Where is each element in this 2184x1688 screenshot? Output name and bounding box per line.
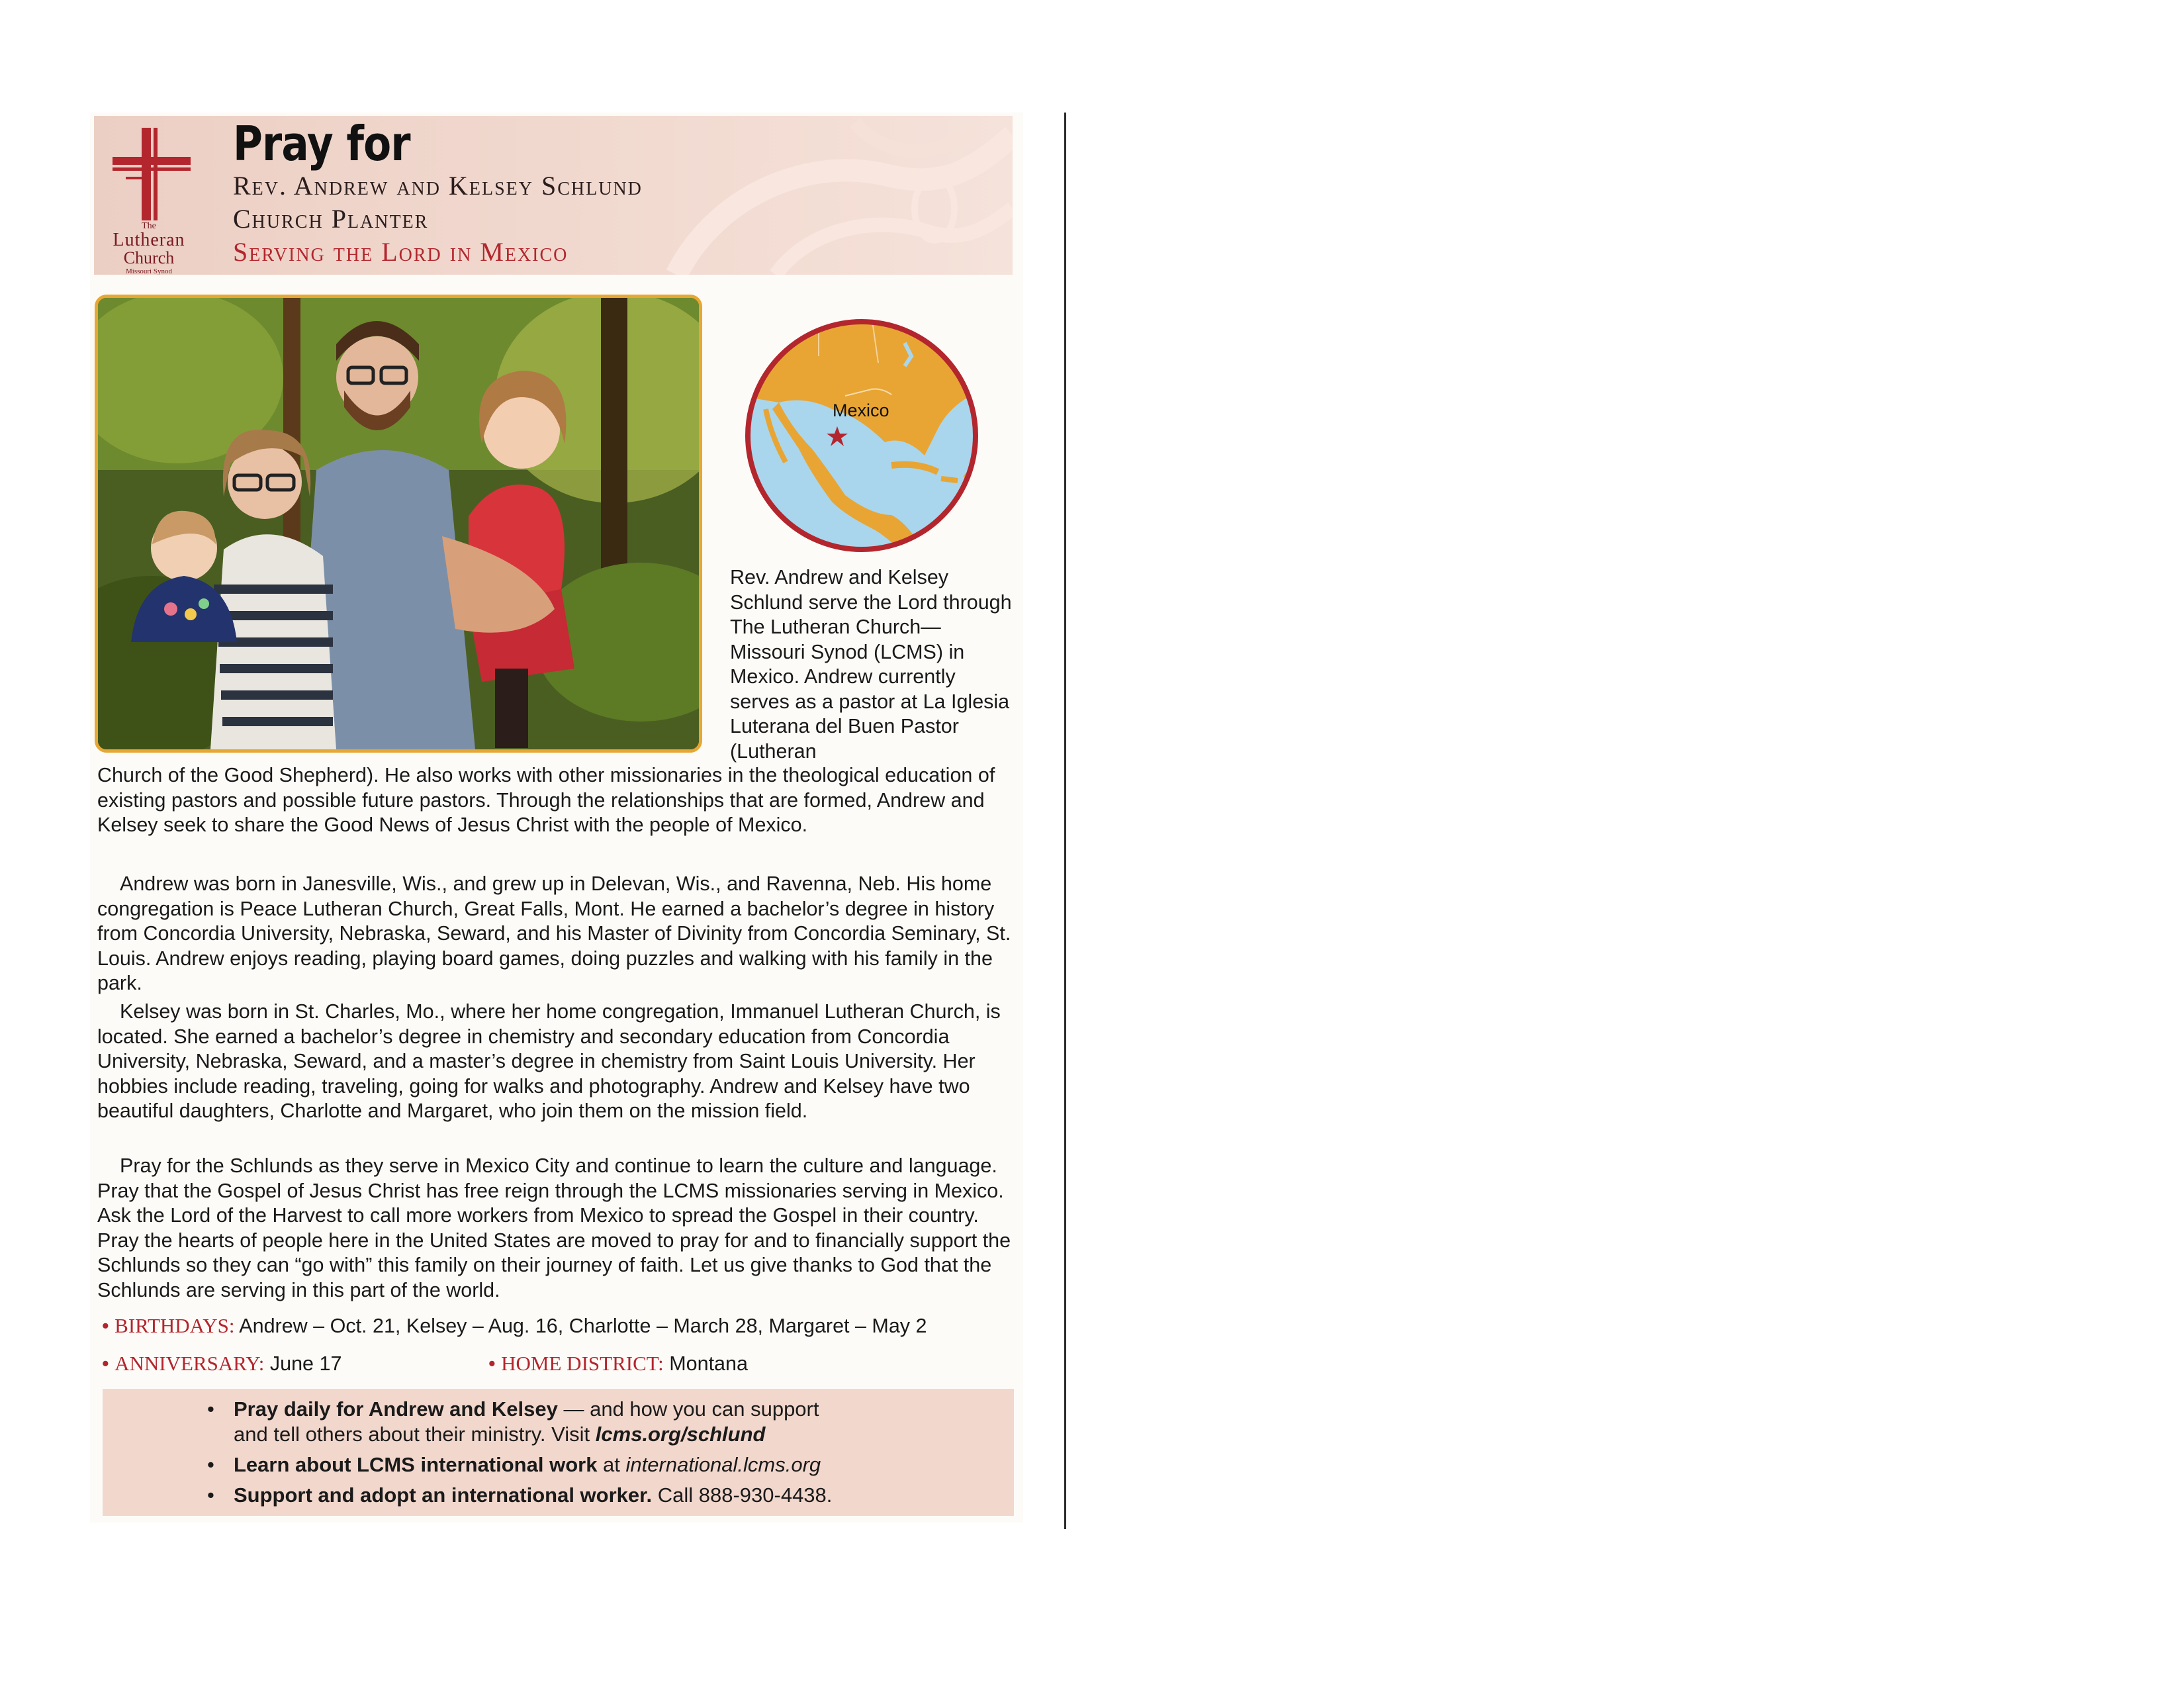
logo-lutheran: Lutheran xyxy=(113,230,185,250)
action-pray-bold: Pray daily for Andrew and Kelsey xyxy=(234,1397,558,1421)
missionary-names: Rev. Andrew and Kelsey Schlund xyxy=(233,171,643,201)
paragraph-ministry: Church of the Good Shepherd). He also works with other missionaries in the theological education of existing pastors and possible future pastors. Through the relationships that are formed, Andrew and Kelsey seek to share the Good News of Jesus Christ with the people of Mexico. xyxy=(97,764,995,836)
action-learn-bold: Learn about LCMS international work xyxy=(234,1453,598,1476)
logo-the: The xyxy=(142,221,156,231)
logo-church: Church xyxy=(123,248,175,267)
birthdays-value: Andrew – Oct. 21, Kelsey – Aug. 16, Charlotte – March 28, Margaret – May 2 xyxy=(239,1315,927,1337)
birthdays-label: BIRTHDAYS: xyxy=(114,1314,235,1337)
mexico-map xyxy=(739,316,984,555)
mission-location: Serving the Lord in Mexico xyxy=(233,237,569,267)
district-line xyxy=(488,1352,748,1376)
map-label: Mexico xyxy=(833,400,889,420)
action-item-support xyxy=(207,1483,832,1508)
action-pray-line2: and tell others about their ministry. Visit xyxy=(234,1423,596,1446)
page-divider-line xyxy=(1064,113,1066,1529)
international-link[interactable]: international.lcms.org xyxy=(625,1453,821,1476)
birthdays-line xyxy=(102,1314,927,1338)
action-support-phone: Call 888-930-4438. xyxy=(652,1483,833,1507)
bullet-icon: • xyxy=(102,1352,115,1375)
family-photo xyxy=(95,295,702,753)
schlund-link[interactable]: lcms.org/schlund xyxy=(595,1423,766,1446)
call-to-action-box xyxy=(103,1389,1014,1516)
action-learn-text: at xyxy=(597,1453,626,1476)
cross-icon xyxy=(99,122,199,222)
missionary-role: Church Planter xyxy=(233,204,429,234)
action-item-pray xyxy=(207,1397,832,1447)
action-item-learn xyxy=(207,1452,832,1477)
header-banner xyxy=(94,116,1013,275)
intro-text: Rev. Andrew and Kelsey Schlund serve the Lord through The Lutheran Church—Missouri Synod (LCMS) in Mexico. Andrew currently serves as a pastor at La Iglesia Luterana del Buen Pastor (Lutheran xyxy=(730,566,1012,763)
bullet-icon: • xyxy=(488,1352,502,1375)
anniversary-label: ANNIVERSARY: xyxy=(114,1352,265,1375)
anniversary-value: June 17 xyxy=(269,1352,342,1375)
page-title: Pray for xyxy=(233,116,410,171)
logo-synod: Missouri Synod xyxy=(126,267,172,275)
district-label: HOME DISTRICT: xyxy=(501,1352,664,1375)
paragraph-andrew: Andrew was born in Janesville, Wis., and grew up in Delevan, Wis., and Ravenna, Neb. His home congregation is Peace Lutheran Church, Great Falls, Mont. He earned a bachelor’s degree in history from Concordia University, Nebraska, Seward, and his Master of Divinity from Concordia Seminary, St. Louis. Andrew enjoys reading, playing board games, doing puzzles and walking with his family in the park. xyxy=(97,872,1011,994)
lcms-logo xyxy=(99,122,199,275)
paragraph-prayer: Pray for the Schlunds as they serve in Mexico City and continue to learn the culture and language. Pray that the Gospel of Jesus Christ has free reign through the LCMS missionaries serving in Mexico. Ask the Lord of the Harvest to call more workers from Mexico to spread the Gospel in their country. Pray the hearts of people here in the United States are moved to pray for and to financially support the Schlunds so they can “go with” this family on their journey of faith. Let us give thanks to God that the Schlunds are serving in this part of the world. xyxy=(97,1154,1011,1301)
anniversary-line xyxy=(102,1352,341,1376)
action-pray-text: — and how you can support xyxy=(557,1397,819,1421)
bullet-icon: • xyxy=(102,1315,115,1337)
action-support-bold: Support and adopt an international worker. xyxy=(234,1483,653,1507)
paragraph-kelsey: Kelsey was born in St. Charles, Mo., where her home congregation, Immanuel Lutheran Church, is located. She earned a bachelor’s degree in chemistry and secondary education from Concordia University, Nebraska, Seward, and a master’s degree in chemistry from Saint Louis University. Her hobbies include reading, traveling, going for walks and photography. Andrew and Kelsey have two beautiful daughters, Charlotte and Margaret, who join them on the mission field. xyxy=(97,1000,1001,1122)
district-value: Montana xyxy=(669,1352,748,1375)
